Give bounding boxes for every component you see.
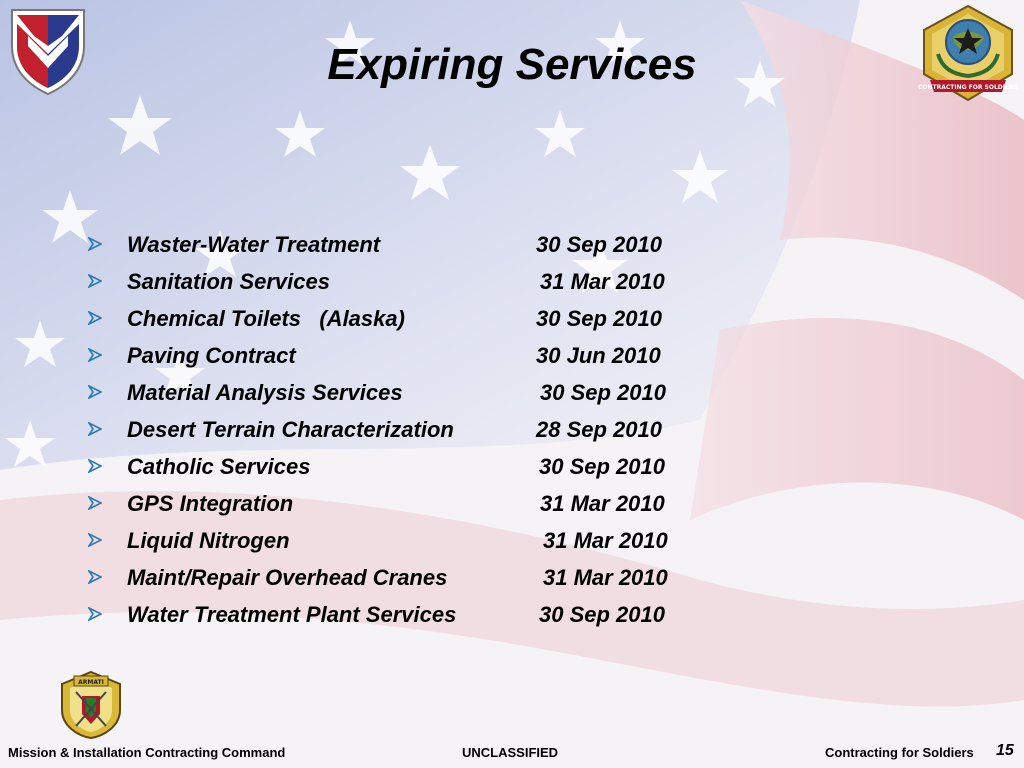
service-name: Liquid Nitrogen: [127, 528, 290, 553]
expiration-date: 30 Sep 2010: [539, 602, 665, 627]
list-item: [88, 339, 728, 376]
expiration-date: 30 Sep 2010: [536, 306, 662, 331]
service-name: Paving Contract: [127, 343, 296, 368]
expiration-date: 31 Mar 2010: [540, 269, 665, 294]
service-name: GPS Integration: [127, 491, 294, 516]
arrow-bullet-icon: [88, 237, 102, 251]
list-item: [88, 487, 728, 524]
expiration-date: 31 Mar 2010: [540, 491, 665, 516]
arrow-bullet-icon: [88, 422, 102, 436]
service-name: Water Treatment Plant Services: [127, 602, 457, 627]
expiration-date: 30 Jun 2010: [536, 343, 661, 368]
slide-title: Expiring Services: [327, 40, 697, 89]
arrow-bullet-icon: [88, 533, 102, 547]
service-name: Material Analysis Services: [127, 380, 403, 405]
footer-slogan: Contracting for Soldiers: [825, 745, 974, 760]
armati-insignia-icon: [58, 670, 124, 740]
list-item: [88, 524, 728, 561]
expiration-date: 31 Mar 2010: [543, 565, 668, 590]
expiration-date: 30 Sep 2010: [540, 380, 666, 405]
list-item: [88, 561, 728, 598]
arrow-bullet-icon: [88, 459, 102, 473]
arrow-bullet-icon: [88, 385, 102, 399]
service-name: Sanitation Services: [127, 269, 330, 294]
service-name: Waster-Water Treatment: [127, 232, 381, 257]
list-item: [88, 302, 728, 339]
list-item: [88, 413, 728, 450]
footer-organization: Mission & Installation Contracting Command: [8, 745, 286, 760]
service-name: Maint/Repair Overhead Cranes: [127, 565, 448, 590]
expiration-date: 28 Sep 2010: [536, 417, 662, 442]
list-item: [88, 598, 728, 635]
list-item: [88, 450, 728, 487]
page-number: 15: [996, 742, 1014, 759]
footer-classification: UNCLASSIFIED: [462, 745, 559, 760]
arrow-bullet-icon: [88, 570, 102, 584]
service-name: Desert Terrain Characterization: [127, 417, 454, 442]
list-item: [88, 228, 728, 265]
arrow-bullet-icon: [88, 348, 102, 362]
arrow-bullet-icon: [88, 496, 102, 510]
svg-text:CONTRACTING FOR SOLDIERS: CONTRACTING FOR SOLDIERS: [918, 84, 1018, 91]
expiration-date: 30 Sep 2010: [536, 232, 662, 257]
arrow-bullet-icon: [88, 274, 102, 288]
expiring-services-list: [88, 228, 728, 635]
arrow-bullet-icon: [88, 607, 102, 621]
service-name: Catholic Services: [127, 454, 311, 479]
arrow-bullet-icon: [88, 311, 102, 325]
expiration-date: 31 Mar 2010: [543, 528, 668, 553]
list-item: [88, 265, 728, 302]
svg-text:ARMATI: ARMATI: [78, 679, 104, 686]
list-item: [88, 376, 728, 413]
expiration-date: 30 Sep 2010: [539, 454, 665, 479]
service-name: Chemical Toilets (Alaska): [127, 306, 405, 331]
